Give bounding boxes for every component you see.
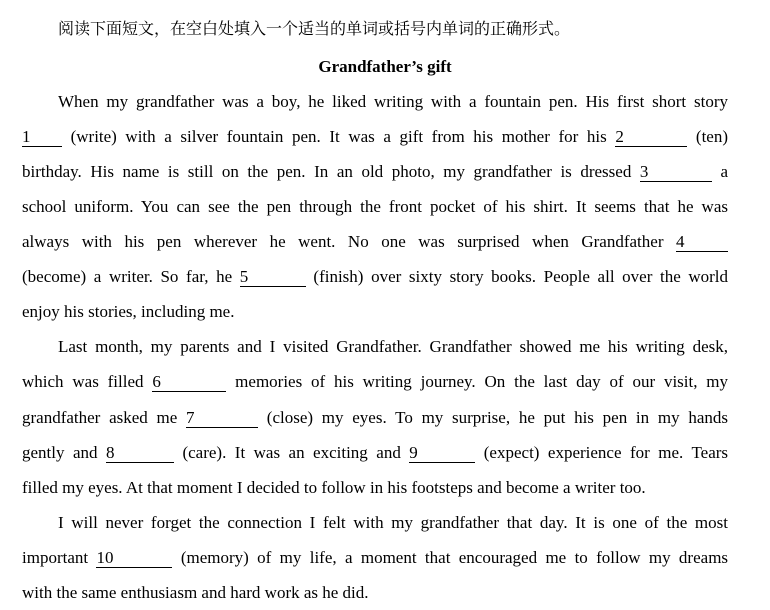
passage-line-7: enjoy his stories, including me. [22,302,235,321]
passage-title: Grandfather’s gift [318,57,452,76]
passage-line-10: grandfather asked me 7 (close) my eyes. To my surprise, he put his pen in my hands [22,408,729,427]
passage-line-15: with the same enthusiasm and hard work as he did. [22,583,369,602]
passage-line-4: school uniform. You can see the pen through the front pocket of his shirt. It seems that he was [22,197,728,216]
passage-line-9: which was filled 6 memories of his writing journey. On the last day of our visit, my [22,372,729,391]
blank-9[interactable]: 9 [409,444,475,463]
passage-line-2: 1 (write) with a silver fountain pen. It was a gift from his mother for his 2 (ten) [22,127,729,146]
blank-8[interactable]: 8 [106,444,174,463]
passage-line-6: (become) a writer. So far, he 5 (finish) over sixty story books. People all over the world [22,267,729,286]
blank-2[interactable]: 2 [615,128,687,147]
instruction-text: 阅读下面短文，在空白处填入一个适当的单词或括号内单词的正确形式。 [58,19,571,38]
passage-line-12: filled my eyes. At that moment I decided to follow in his footsteps and become a writer too. [22,478,646,497]
blank-3[interactable]: 3 [640,163,712,182]
passage-line-14: important 10 (memory) of my life, a moment that encouraged me to follow my dreams [22,548,729,567]
blank-5[interactable]: 5 [240,268,306,287]
passage-line-1: When my grandfather was a boy, he liked writing with a fountain pen. His first short story [58,92,728,111]
passage-line-13: I will never forget the connection I felt with my grandfather that day. It is one of the most [58,513,728,532]
passage-line-11: gently and 8 (care). It was an exciting and 9 (expect) experience for me. Tears [22,443,729,462]
blank-7[interactable]: 7 [186,409,258,428]
blank-10[interactable]: 10 [96,549,172,568]
passage-line-3: birthday. His name is still on the pen. In an old photo, my grandfather is dressed 3 a [22,162,728,181]
blank-6[interactable]: 6 [152,373,226,392]
passage-line-5: always with his pen wherever he went. No one was surprised when Grandfather 4 [22,231,728,253]
blank-4[interactable]: 4 [676,233,728,252]
blank-1[interactable]: 1 [22,128,62,147]
passage-line-8: Last month, my parents and I visited Grandfather. Grandfather showed me his writing desk, [58,337,728,356]
